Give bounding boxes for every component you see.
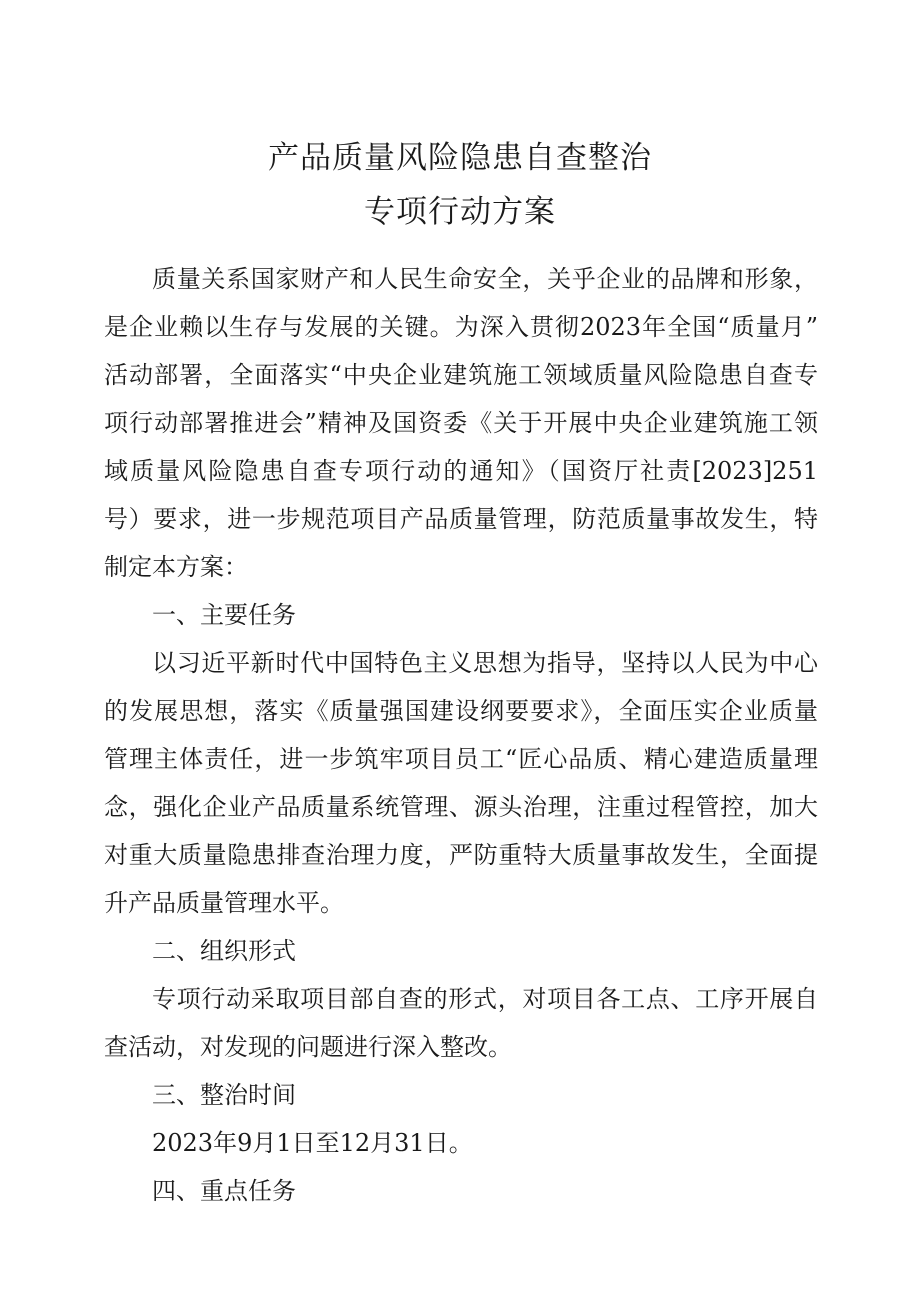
- intro-line: 项行动部署推进会”精神及国资委《关于开展中央企业建筑施工领: [104, 409, 818, 437]
- section-heading-schedule: 三、整治时间: [152, 1081, 296, 1109]
- intro-line: 制定本方案：: [104, 553, 248, 581]
- intro-line: 质量关系国家财产和人民生命安全，关乎企业的品牌和形象，: [152, 265, 818, 293]
- intro-line: 活动部署，全面落实“中央企业建筑施工领域质量风险隐患自查专: [104, 361, 818, 389]
- section2-line: 专项行动采取项目部自查的形式，对项目各工点、工序开展自: [152, 985, 818, 1013]
- section-heading-organization: 二、组织形式: [152, 937, 296, 965]
- intro-line: 是企业赖以生存与发展的关键。为深入贯彻2023年全国“质量月”: [104, 313, 818, 341]
- section1-line: 管理主体责任，进一步筑牢项目员工“匠心品质、精心建造质量理: [104, 745, 818, 773]
- section1-line: 对重大质量隐患排查治理力度，严防重特大质量事故发生，全面提: [104, 841, 818, 869]
- document-title-line-1: 产品质量风险隐患自查整治: [268, 140, 652, 176]
- section1-line: 以习近平新时代中国特色主义思想为指导，坚持以人民为中心: [152, 649, 818, 677]
- section2-line: 查活动，对发现的问题进行深入整改。: [104, 1033, 512, 1061]
- section1-line: 念，强化企业产品质量系统管理、源头治理，注重过程管控，加大: [104, 793, 818, 821]
- section-heading-main-tasks: 一、主要任务: [152, 601, 296, 629]
- intro-line: 域质量风险隐患自查专项行动的通知》（国资厅社责[2023]251: [104, 457, 818, 485]
- intro-line: 号）要求，进一步规范项目产品质量管理，防范质量事故发生，特: [104, 505, 818, 533]
- section1-line: 升产品质量管理水平。: [104, 889, 344, 917]
- section3-line: 2023年9月1日至12月31日。: [152, 1129, 473, 1157]
- section1-line: 的发展思想，落实《质量强国建设纲要要求》，全面压实企业质量: [104, 697, 818, 725]
- document-title-line-2: 专项行动方案: [364, 194, 556, 230]
- section-heading-key-tasks: 四、重点任务: [152, 1177, 296, 1205]
